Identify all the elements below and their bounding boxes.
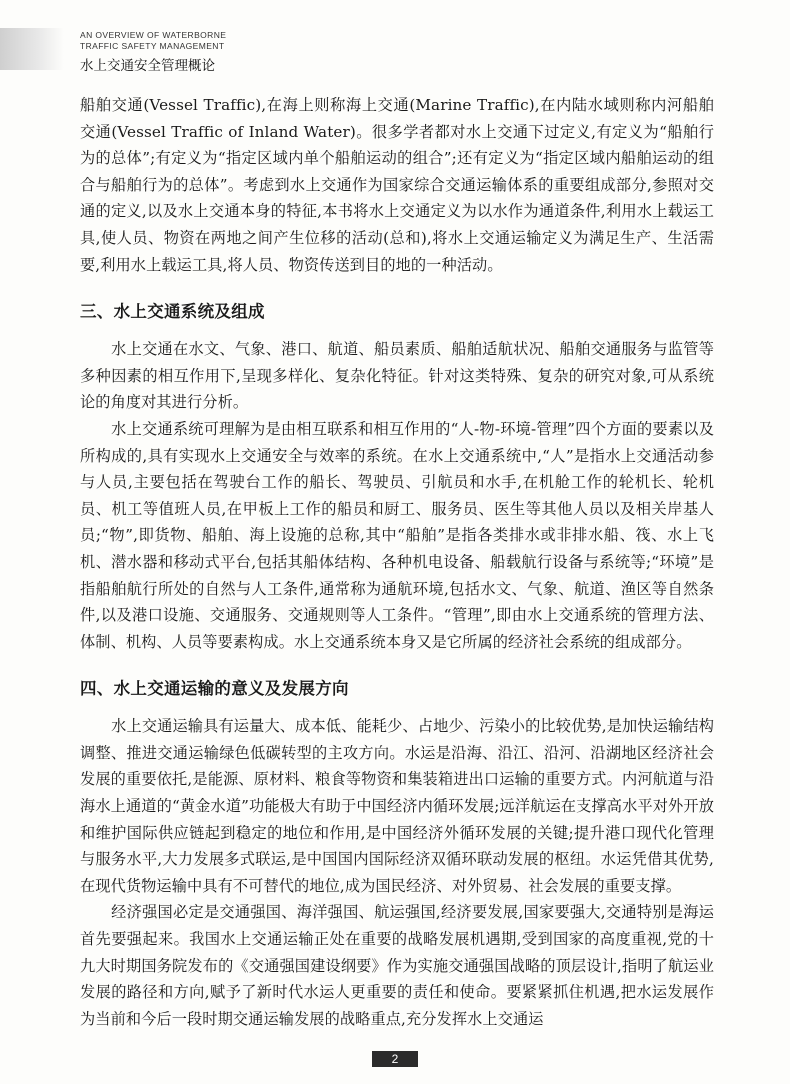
header-title-en-line2: TRAFFIC SAFETY MANAGEMENT	[80, 40, 225, 51]
paragraph-4-1: 水上交通运输具有运量大、成本低、能耗少、占地少、污染小的比较优势,是加快运输结构调整、推进交通运输绿色低碳转型的主攻方向。水运是沿海、沿江、沿河、沿湖地区经济社会发展的重要依托,是能源、原材料、粮食等物资和集装箱进出口运输的重要方式。内河航道与沿海水上通道的“黄金水道”功能极大有助于中国经济内循环发展;远洋航运在支撑高水平对外开放和维护国际供应链起到稳定的地位和作用,是中国经济外循环发展的关键;提升港口现代化管理与服务水平,大力发展多式联运,是中国国内国际经济双循环联动发展的枢纽。水运凭借其优势,在现代货物运输中具有不可替代的地位,成为国民经济、对外贸易、社会发展的重要支撑。	[80, 717, 714, 895]
header-title-cn: 水上交通安全管理概论	[80, 58, 215, 74]
page-number: 2	[372, 1051, 418, 1067]
paragraph-4-2: 经济强国必定是交通强国、海洋强国、航运强国,经济要发展,国家要强大,交通特别是海运首先要强起来。我国水上交通运输正处在重要的战略发展机遇期,受到国家的高度重视,党的十九大时期国务院发布的《交通强国建设纲要》作为实施交通强国战略的顶层设计,指明了航运业发展的路径和方向,赋予了新时代水运人更重要的责任和使命。要紧紧抓住机遇,把水运发展作为当前和今后一段时期交通运输发展的战略重点,充分发挥水上交通运	[80, 903, 714, 1028]
running-header	[80, 30, 226, 74]
page-body	[80, 92, 714, 1032]
section-heading-4: 四、水上交通运输的意义及发展方向	[80, 679, 349, 699]
paragraph-3-1: 水上交通在水文、气象、港口、航道、船员素质、船舶适航状况、船舶交通服务与监管等多种因素的相互作用下,呈现多样化、复杂化特征。针对这类特殊、复杂的研究对象,可从系统论的角度对其进行分析。	[80, 340, 714, 412]
section-heading-3: 三、水上交通系统及组成	[80, 302, 265, 322]
paragraph-3-2: 水上交通系统可理解为是由相互联系和相互作用的“人-物-环境-管理”四个方面的要素以及所构成的,具有实现水上交通安全与效率的系统。在水上交通系统中,“人”是指水上交通活动参与人员,主要包括在驾驶台工作的船长、驾驶员、引航员和水手,在机舱工作的轮机长、轮机员、机工等值班人员,在甲板上工作的船员和厨工、服务员、医生等其他人员以及相关岸基人员;“物”,即货物、船舶、海上设施的总称,其中“船舶”是指各类排水或非排水船、筏、水上飞机、潜水器和移动式平台,包括其船体结构、各种机电设备、船载航行设备与系统等;“环境”是指船舶航行所处的自然与人工条件,通常称为通航环境,包括水文、气象、航道、渔区等自然条件,以及港口设施、交通服务、交通规则等人工条件。“管理”,即由水上交通系统的管理方法、体制、机构、人员等要素构成。水上交通系统本身又是它所属的经济社会系统的组成部分。	[80, 419, 714, 651]
header-title-en-line1: AN OVERVIEW OF WATERBORNE	[80, 30, 227, 40]
corner-shade-decoration	[0, 28, 64, 70]
paragraph-intro-continued: 船舶交通(Vessel Traffic),在海上则称海上交通(Marine Traffic),在内陆水域则称内河船舶交通(Vessel Traffic of Inland Water)。很多学者都对水上交通下过定义,有定义为“船舶行为的总体”;有定义为“指定区域内单个船舶运动的组合”;还有定义为“指定区域内船舶运动的组合与船舶行为的总体”。考虑到水上交通作为国家综合交通运输体系的重要组成部分,参照对交通的定义,以及水上交通本身的特征,本书将水上交通定义为以水作为通道条件,利用水上载运工具,使人员、物资在两地之间产生位移的活动(总和),将水上交通运输定义为满足生产、生活需要,利用水上载运工具,将人员、物资传送到目的地的一种活动。	[80, 96, 714, 274]
